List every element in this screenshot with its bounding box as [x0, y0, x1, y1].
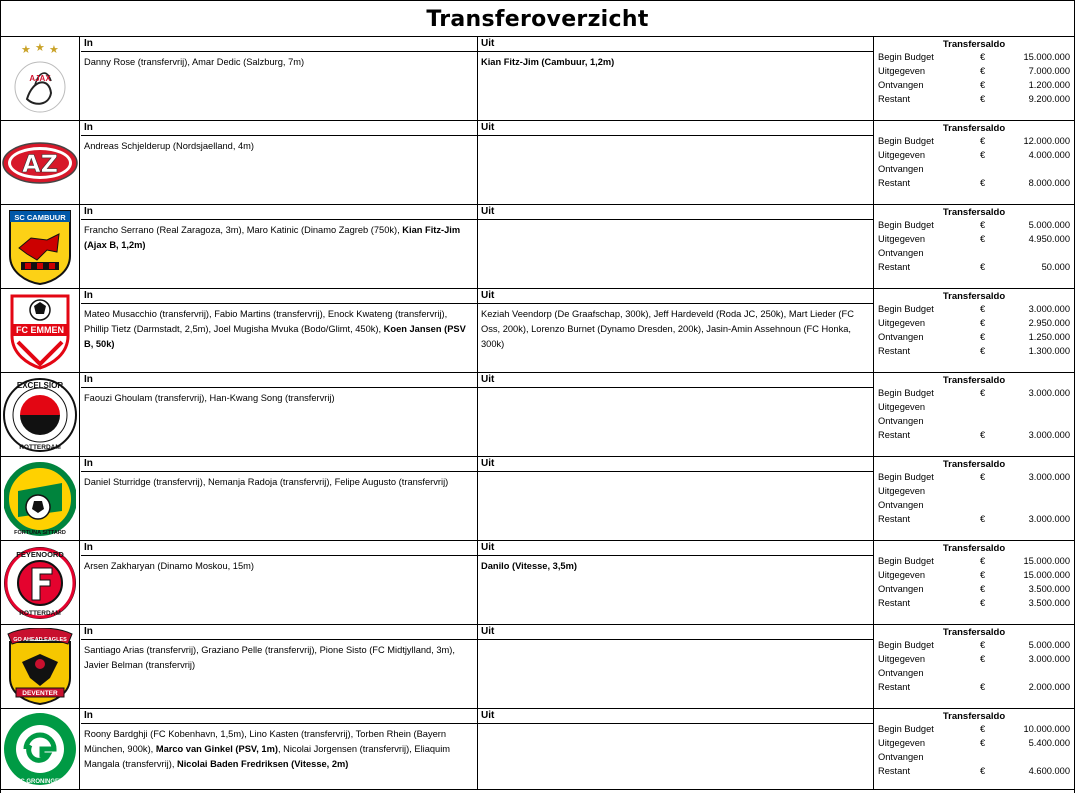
balance-line-rest: [874, 512, 1074, 526]
currency-symbol: €: [980, 52, 986, 62]
transfers-out-text: Kian Fitz-Jim (Cambuur, 1,2m): [481, 57, 615, 67]
balance-label: Begin Budget: [878, 640, 934, 650]
currency-symbol: €: [980, 80, 986, 90]
transfers-in-cell: [81, 205, 477, 288]
club-logo: [1, 121, 80, 204]
transfers-in-text: Andreas Schjelderup (Nordsjaelland, 4m): [84, 141, 255, 151]
out-header: Uit: [478, 121, 873, 136]
balance-value: 15.000.000: [1023, 52, 1070, 62]
currency-symbol: €: [980, 766, 986, 776]
balance-line-rest: [874, 176, 1074, 190]
balance-label: Uitgegeven: [878, 486, 926, 496]
balance-value: 3.000.000: [1028, 654, 1070, 664]
transfers-in-text: Francho Serrano (Real Zaragoza, 3m), Maro Katinic (Dinamo Zagreb (750k), Kian Fitz-Jim (Ajax B, 1,2m): [84, 225, 461, 250]
in-header: In: [81, 121, 477, 136]
transfers-out-cell: [477, 373, 873, 456]
transfers-in-text: Danny Rose (transfervrij), Amar Dedic (Salzburg, 7m): [84, 57, 305, 67]
currency-symbol: €: [980, 584, 986, 594]
balance-label: Ontvangen: [878, 332, 924, 342]
balance-title: Transfersaldo: [942, 627, 1006, 638]
balance-line-spent: [874, 736, 1074, 750]
transfers-out-cell: [477, 37, 873, 120]
currency-symbol: €: [980, 234, 986, 244]
balance-title: Transfersaldo: [942, 123, 1006, 134]
transfer-balance-cell: [873, 205, 1074, 288]
balance-line-rest: [874, 596, 1074, 610]
balance-label: Restant: [878, 94, 911, 104]
balance-line-begin: [874, 722, 1074, 736]
balance-line-spent: [874, 568, 1074, 582]
transfer-balance-cell: [873, 373, 1074, 456]
logo-text: AZ: [22, 149, 58, 178]
transfers-out-cell: [477, 625, 873, 708]
balance-label: Begin Budget: [878, 388, 934, 398]
balance-value: 7.000.000: [1028, 66, 1070, 76]
transfers-in-cell: [81, 37, 477, 120]
balance-line-spent: [874, 652, 1074, 666]
transfer-balance-cell: [873, 625, 1074, 708]
in-header: In: [81, 709, 477, 724]
balance-line-begin: [874, 470, 1074, 484]
balance-label: Uitgegeven: [878, 738, 926, 748]
balance-line-received: [874, 750, 1074, 764]
in-header: In: [81, 205, 477, 220]
balance-line-received: [874, 498, 1074, 512]
balance-label: Begin Budget: [878, 136, 934, 146]
club-row: [1, 457, 1074, 541]
balance-line-begin: [874, 638, 1074, 652]
balance-line-spent: [874, 64, 1074, 78]
currency-symbol: €: [980, 570, 986, 580]
transfers-out-cell: [477, 709, 873, 789]
balance-value: 3.000.000: [1028, 304, 1070, 314]
balance-value: 1.300.000: [1028, 346, 1070, 356]
balance-label: Uitgegeven: [878, 234, 926, 244]
transfers-out-text: Danilo (Vitesse, 3,5m): [481, 561, 577, 571]
club-row: [1, 625, 1074, 709]
currency-symbol: €: [980, 332, 986, 342]
club-row: [1, 37, 1074, 121]
balance-label: Ontvangen: [878, 416, 924, 426]
balance-title: Transfersaldo: [942, 459, 1006, 470]
balance-line-received: [874, 246, 1074, 260]
transfers-in-text: Santiago Arias (transfervrij), Graziano Pelle (transfervrij), Pione Sisto (FC Midtjylland, 3m), Javier Belman (transfervrij): [84, 645, 455, 670]
club-logo: [1, 373, 80, 456]
in-header: In: [81, 373, 477, 388]
currency-symbol: €: [980, 654, 986, 664]
currency-symbol: €: [980, 178, 986, 188]
out-header: Uit: [478, 709, 873, 724]
out-header: Uit: [478, 373, 873, 388]
transfers-in-cell: [81, 373, 477, 456]
club-row: [1, 373, 1074, 457]
balance-value: 9.200.000: [1028, 94, 1070, 104]
balance-label: Begin Budget: [878, 472, 934, 482]
balance-title: Transfersaldo: [942, 711, 1006, 722]
out-header: Uit: [478, 625, 873, 640]
balance-value: 1.250.000: [1028, 332, 1070, 342]
transfers-out-text: Keziah Veendorp (De Graafschap, 300k), Jeff Hardeveld (Roda JC, 250k), Mart Lieder (FC Oss, 200k), Lorenzo Burnet (Dynamo Dresden, 200k), Jasin-Amin Assehnoun (FC Honka, 300k): [481, 309, 854, 349]
balance-value: 10.000.000: [1023, 724, 1070, 734]
balance-label: Ontvangen: [878, 164, 924, 174]
in-header: In: [81, 457, 477, 472]
balance-value: 3.000.000: [1028, 388, 1070, 398]
balance-value: 3.000.000: [1028, 514, 1070, 524]
currency-symbol: €: [980, 136, 986, 146]
balance-title: Transfersaldo: [942, 543, 1006, 554]
club-logo: [1, 289, 80, 372]
in-header: In: [81, 541, 477, 556]
currency-symbol: €: [980, 472, 986, 482]
balance-line-spent: [874, 400, 1074, 414]
balance-value: 5.000.000: [1028, 640, 1070, 650]
club-rows: [1, 37, 1074, 790]
club-logo: [1, 205, 80, 288]
svg-text:★: ★: [49, 43, 59, 56]
currency-symbol: €: [980, 318, 986, 328]
out-header: Uit: [478, 289, 873, 304]
balance-label: Restant: [878, 514, 911, 524]
currency-symbol: €: [980, 430, 986, 440]
balance-label: Restant: [878, 766, 911, 776]
balance-line-spent: [874, 484, 1074, 498]
balance-line-spent: [874, 148, 1074, 162]
transfers-out-text: [478, 220, 873, 223]
balance-line-begin: [874, 554, 1074, 568]
currency-symbol: €: [980, 220, 986, 230]
logo-text: EXCELSIOR: [16, 380, 64, 390]
balance-line-rest: [874, 92, 1074, 106]
transfers-in-text: Roony Bardghji (FC Kobenhavn, 1,5m), Lino Kasten (transfervrij), Torben Rhein (Bayern München, 900k), Marco van Ginkel (PSV, 1m), Nicolai Jorgensen (transfervrij), Eliaquim Mangala (transfervrij), Nicolai Baden Fredriksen (Vitesse, 2m): [84, 729, 451, 769]
balance-label: Begin Budget: [878, 52, 934, 62]
transfers-in-cell: [81, 541, 477, 624]
transfers-out-cell: [477, 121, 873, 204]
logo-text: GO AHEAD EAGLES: [13, 636, 67, 643]
svg-text:★: ★: [21, 43, 31, 56]
currency-symbol: €: [980, 556, 986, 566]
balance-line-received: [874, 162, 1074, 176]
balance-label: Ontvangen: [878, 584, 924, 594]
out-header: Uit: [478, 205, 873, 220]
balance-value: 5.000.000: [1028, 220, 1070, 230]
balance-title: Transfersaldo: [942, 39, 1006, 50]
logo-text: FORTUNA SITTARD: [14, 529, 66, 536]
transfers-in-cell: [81, 709, 477, 789]
balance-value: 5.400.000: [1028, 738, 1070, 748]
balance-value: 1.200.000: [1028, 80, 1070, 90]
balance-title: Transfersaldo: [942, 291, 1006, 302]
balance-line-rest: [874, 344, 1074, 358]
balance-label: Ontvangen: [878, 500, 924, 510]
in-header: In: [81, 37, 477, 52]
balance-label: Restant: [878, 598, 911, 608]
balance-value: 4.000.000: [1028, 150, 1070, 160]
balance-value: 2.950.000: [1028, 318, 1070, 328]
balance-line-rest: [874, 764, 1074, 778]
balance-line-received: [874, 78, 1074, 92]
transfers-in-text: Faouzi Ghoulam (transfervrij), Han-Kwang Song (transfervrij): [84, 393, 335, 403]
transfers-in-text: Arsen Zakharyan (Dinamo Moskou, 15m): [84, 561, 254, 571]
balance-label: Ontvangen: [878, 248, 924, 258]
in-header: In: [81, 625, 477, 640]
out-header: Uit: [478, 457, 873, 472]
balance-value: 3.500.000: [1028, 584, 1070, 594]
svg-text:DEVENTER: DEVENTER: [22, 689, 58, 697]
transfer-balance-cell: [873, 121, 1074, 204]
balance-line-begin: [874, 386, 1074, 400]
balance-label: Begin Budget: [878, 220, 934, 230]
balance-label: Restant: [878, 178, 911, 188]
transfer-balance-cell: [873, 37, 1074, 120]
balance-value: 50.000: [1041, 262, 1070, 272]
currency-symbol: €: [980, 738, 986, 748]
balance-label: Ontvangen: [878, 668, 924, 678]
currency-symbol: €: [980, 346, 986, 356]
transfers-out-text: [478, 724, 873, 727]
balance-value: 12.000.000: [1023, 136, 1070, 146]
transfers-in-cell: [81, 121, 477, 204]
club-logo: [1, 457, 80, 540]
transfer-balance-cell: [873, 541, 1074, 624]
currency-symbol: €: [980, 388, 986, 398]
balance-value: 4.950.000: [1028, 234, 1070, 244]
currency-symbol: €: [980, 598, 986, 608]
transfers-in-cell: [81, 457, 477, 540]
balance-label: Restant: [878, 262, 911, 272]
balance-value: 3.000.000: [1028, 430, 1070, 440]
logo-text: FC GRONINGEN: [16, 779, 64, 785]
currency-symbol: €: [980, 724, 986, 734]
transfers-out-text: [478, 640, 873, 643]
transfers-in-text: Mateo Musacchio (transfervrij), Fabio Martins (transfervrij), Enock Kwateng (transfervrij), Phillip Tietz (Darmstadt, 2,5m), Joel Mugisha Mvuka (Bodo/Glimt, 450k), Koen Jansen (PSV B, 50k): [84, 309, 466, 349]
logo-text: FC EMMEN: [16, 324, 64, 335]
balance-line-begin: [874, 218, 1074, 232]
currency-symbol: €: [980, 66, 986, 76]
balance-label: Restant: [878, 346, 911, 356]
currency-symbol: €: [980, 262, 986, 272]
balance-line-begin: [874, 50, 1074, 64]
currency-symbol: €: [980, 682, 986, 692]
balance-line-received: [874, 330, 1074, 344]
club-logo: [1, 625, 80, 708]
balance-line-begin: [874, 302, 1074, 316]
svg-text:ROTTERDAM: ROTTERDAM: [19, 443, 61, 451]
balance-label: Uitgegeven: [878, 402, 926, 412]
currency-symbol: €: [980, 514, 986, 524]
balance-line-rest: [874, 428, 1074, 442]
transfers-in-cell: [81, 625, 477, 708]
currency-symbol: €: [980, 150, 986, 160]
transfers-out-cell: [477, 541, 873, 624]
balance-line-received: [874, 666, 1074, 680]
club-row: [1, 541, 1074, 625]
balance-value: 2.000.000: [1028, 682, 1070, 692]
balance-line-spent: [874, 316, 1074, 330]
balance-label: Ontvangen: [878, 752, 924, 762]
page-title: Transferoverzicht: [1, 1, 1074, 37]
balance-value: 4.600.000: [1028, 766, 1070, 776]
balance-label: Uitgegeven: [878, 318, 926, 328]
club-logo: [1, 541, 80, 624]
balance-value: 15.000.000: [1023, 556, 1070, 566]
transfers-in-cell: [81, 289, 477, 372]
transfers-in-text: Daniel Sturridge (transfervrij), Nemanja Radoja (transfervrij), Felipe Augusto (transfervrij): [84, 477, 449, 487]
balance-value: 15.000.000: [1023, 570, 1070, 580]
club-row: [1, 121, 1074, 205]
transfer-balance-cell: [873, 709, 1074, 789]
balance-line-spent: [874, 232, 1074, 246]
balance-label: Uitgegeven: [878, 570, 926, 580]
balance-label: Uitgegeven: [878, 150, 926, 160]
balance-title: Transfersaldo: [942, 207, 1006, 218]
balance-label: Ontvangen: [878, 80, 924, 90]
balance-line-rest: [874, 260, 1074, 274]
logo-text: AJAX: [29, 73, 51, 83]
transfers-out-text: [478, 136, 873, 139]
balance-line-received: [874, 582, 1074, 596]
in-header: In: [81, 289, 477, 304]
out-header: Uit: [478, 541, 873, 556]
balance-label: Begin Budget: [878, 724, 934, 734]
balance-label: Restant: [878, 430, 911, 440]
balance-value: 3.000.000: [1028, 472, 1070, 482]
currency-symbol: €: [980, 640, 986, 650]
balance-label: Begin Budget: [878, 556, 934, 566]
balance-line-received: [874, 414, 1074, 428]
transfer-balance-cell: [873, 457, 1074, 540]
balance-title: Transfersaldo: [942, 375, 1006, 386]
club-logo: [1, 37, 80, 120]
balance-value: 3.500.000: [1028, 598, 1070, 608]
svg-text:★: ★: [35, 41, 45, 54]
transfers-out-text: [478, 388, 873, 391]
out-header: Uit: [478, 37, 873, 52]
currency-symbol: €: [980, 94, 986, 104]
balance-line-rest: [874, 680, 1074, 694]
club-row: [1, 289, 1074, 373]
logo-text: SC CAMBUUR: [14, 212, 66, 222]
transfers-out-cell: [477, 205, 873, 288]
transfers-out-cell: [477, 457, 873, 540]
balance-line-begin: [874, 134, 1074, 148]
balance-label: Uitgegeven: [878, 66, 926, 76]
club-row: [1, 205, 1074, 289]
transfers-out-cell: [477, 289, 873, 372]
balance-label: Uitgegeven: [878, 654, 926, 664]
transfers-out-text: [478, 472, 873, 475]
club-row: [1, 709, 1074, 790]
svg-text:ROTTERDAM: ROTTERDAM: [19, 609, 61, 617]
balance-label: Begin Budget: [878, 304, 934, 314]
currency-symbol: €: [980, 304, 986, 314]
logo-text: FEYENOORD: [16, 549, 64, 559]
balance-label: Restant: [878, 682, 911, 692]
transfer-balance-cell: [873, 289, 1074, 372]
club-logo: [1, 709, 80, 789]
balance-value: 8.000.000: [1028, 178, 1070, 188]
